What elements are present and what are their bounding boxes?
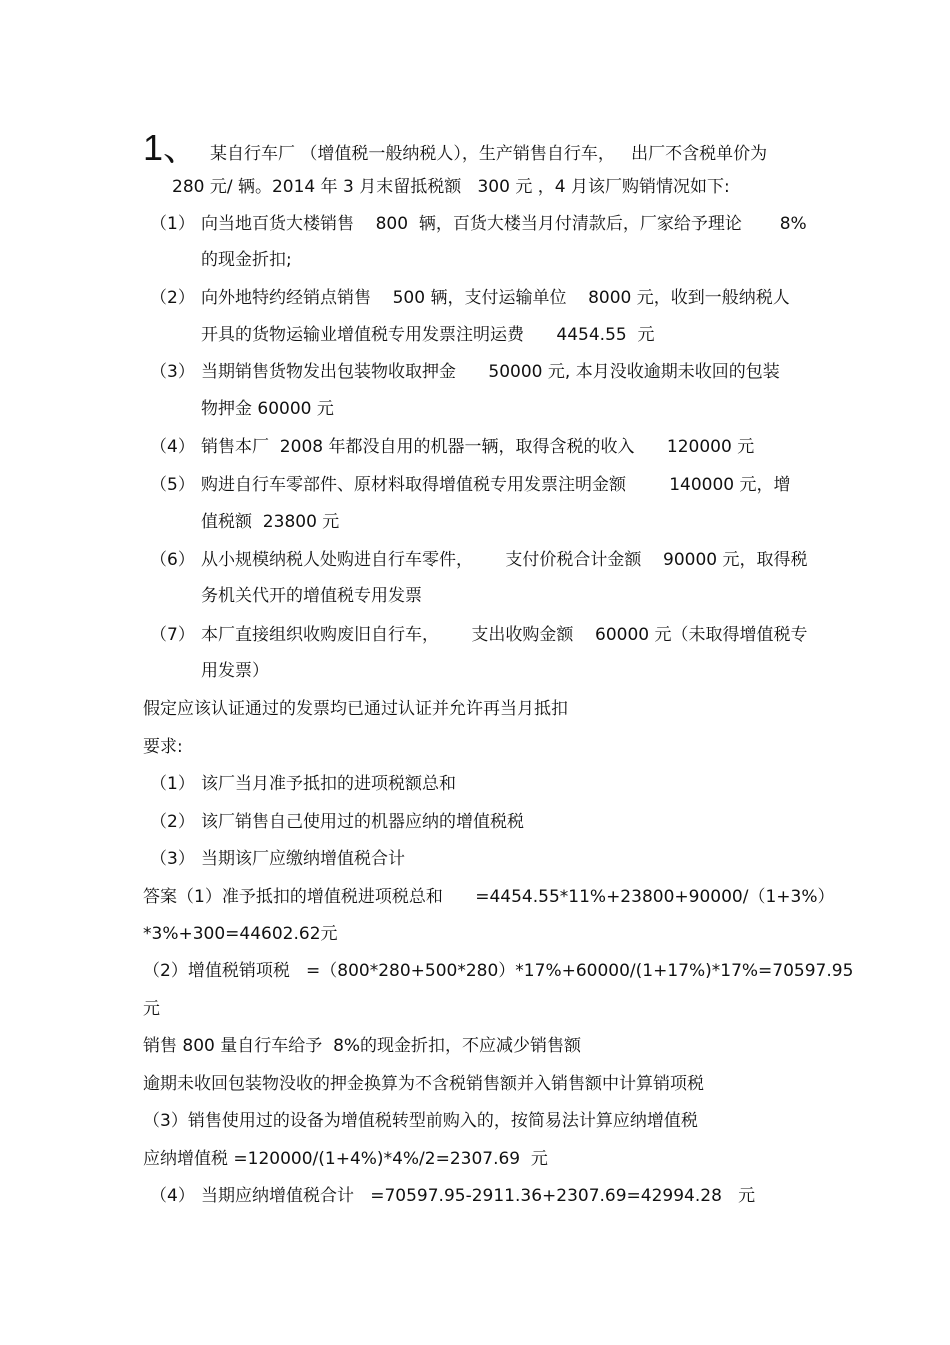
requirements-label: 要求: [143,737,183,757]
requirement-1-marker: （1） [150,774,195,794]
item-5-line-2: 值税额 23800 元 [201,512,340,532]
item-7-marker: （7） [150,625,195,645]
item-6-line-2: 务机关代开的增值税专用发票 [201,586,422,606]
requirement-3-text: 当期该厂应缴纳增值税合计 [201,849,405,869]
item-3-marker: （3） [150,362,195,382]
answer-4-marker: （4） [150,1186,195,1206]
item-1-marker: （1） [150,214,195,234]
item-1-line-1: 向当地百货大楼销售 800 辆，百货大楼当月付清款后，厂家给予理论 8% [201,214,807,234]
answer-2-line-1: （2）增值税销项税 =（800*280+500*280）*17%+60000/(1+17%)*17%=70597.95 [143,961,854,981]
question-intro-line-1: 某自行车厂 （增值税一般纳税人），生产销售自行车， 出厂不含税单价为 [210,144,768,164]
item-3-line-1: 当期销售货物发出包装物收取押金 50000 元, 本月没收逾期未收回的包装 [201,362,780,382]
answer-2-line-2: 元 [143,999,160,1019]
answer-3-line-1: （3）销售使用过的设备为增值税转型前购入的，按简易法计算应纳增值税 [143,1111,698,1131]
item-2-line-1: 向外地特约经销点销售 500 辆，支付运输单位 8000 元，收到一般纳税人 [201,288,790,308]
requirement-1-text: 该厂当月准予抵扣的进项税额总和 [201,774,456,794]
item-2-line-2: 开具的货物运输业增值税专用发票注明运费 4454.55 元 [201,325,655,345]
item-4-line-1: 销售本厂 2008 年都没自用的机器一辆，取得含税的收入 120000 元 [201,437,755,457]
item-6-line-1: 从小规模纳税人处购进自行车零件， 支付价税合计金额 90000 元，取得税 [201,550,808,570]
item-5-line-1: 购进自行车零部件、原材料取得增值税专用发票注明金额 140000 元，增 [201,475,791,495]
item-6-marker: （6） [150,550,195,570]
question-intro-line-2: 280 元/ 辆。2014 年 3 月末留抵税额 300 元 ，4 月该厂购销情况如下: [172,177,730,197]
item-2-marker: （2） [150,288,195,308]
item-7-line-2: 用发票） [201,661,269,681]
answer-note-1: 销售 800 量自行车给予 8%的现金折扣，不应减少销售额 [143,1036,582,1056]
item-7-line-1: 本厂直接组织收购废旧自行车， 支出收购金额 60000 元（未取得增值税专 [201,625,808,645]
question-number: 1、 [143,127,200,168]
item-4-marker: （4） [150,437,195,457]
answer-note-2: 逾期未收回包装物没收的押金换算为不含税销售额并入销售额中计算销项税 [143,1074,704,1094]
item-1-line-2: 的现金折扣; [201,250,292,270]
item-3-line-2: 物押金 60000 元 [201,399,334,419]
assumption: 假定应该认证通过的发票均已通过认证并允许再当月抵扣 [143,699,568,719]
answer-4-text: 当期应纳增值税合计 =70597.95-2911.36+2307.69=42994.28 元 [201,1186,756,1206]
answer-3-line-2: 应纳增值税 =120000/(1+4%)*4%/2=2307.69 元 [143,1149,548,1169]
answer-1-line-1: 答案（1）准予抵扣的增值税进项税总和 =4454.55*11%+23800+90000/（1+3%） [143,887,835,907]
requirement-3-marker: （3） [150,849,195,869]
answer-1-line-2: *3%+300=44602.62元 [143,924,338,944]
requirement-2-marker: （2） [150,812,195,832]
item-5-marker: （5） [150,475,195,495]
requirement-2-text: 该厂销售自己使用过的机器应纳的增值税税 [201,812,524,832]
